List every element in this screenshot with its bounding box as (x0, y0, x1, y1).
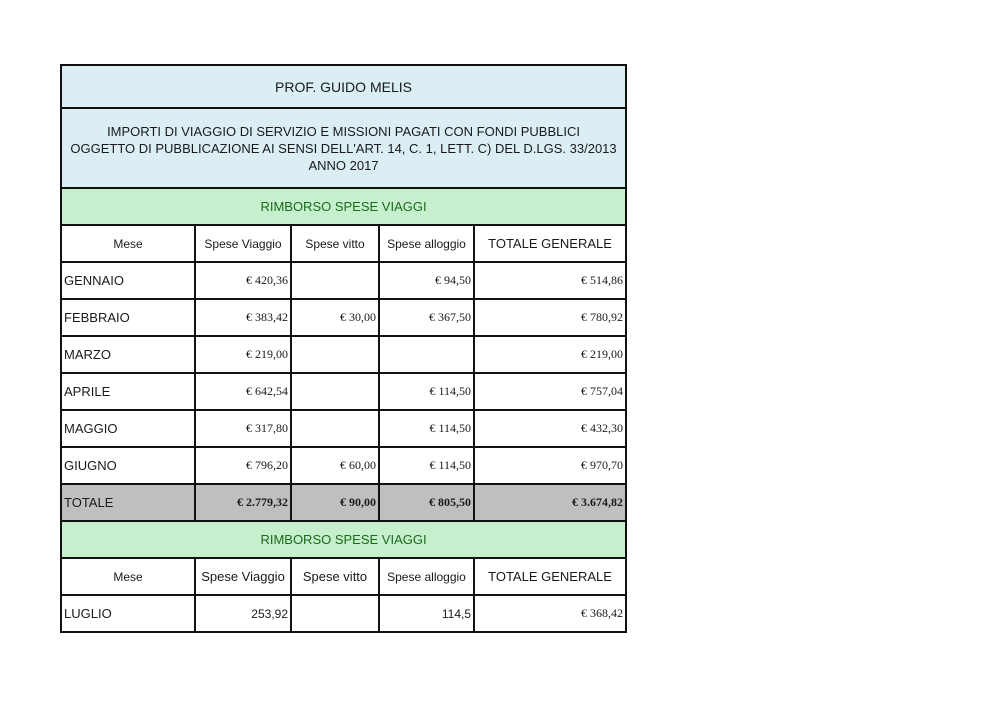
cell-mese: MARZO (61, 336, 195, 373)
cell-viaggio: € 317,80 (195, 410, 291, 447)
cell-mese: GENNAIO (61, 262, 195, 299)
cell-mese: MAGGIO (61, 410, 195, 447)
cell-vitto (291, 373, 379, 410)
table-row (61, 262, 626, 299)
cell-alloggio: 114,5 (379, 595, 474, 632)
cell-mese: APRILE (61, 373, 195, 410)
table-row (61, 373, 626, 410)
col-header-totale-generale: TOTALE GENERALE (474, 558, 626, 595)
column-header-row (61, 225, 626, 262)
total-vitto: € 90,00 (291, 484, 379, 521)
col-header-spese-alloggio: Spese alloggio (379, 225, 474, 262)
cell-totale: € 514,86 (474, 262, 626, 299)
total-alloggio: € 805,50 (379, 484, 474, 521)
cell-alloggio (379, 336, 474, 373)
col-header-spese-viaggio: Spese Viaggio (195, 225, 291, 262)
total-generale: € 3.674,82 (474, 484, 626, 521)
cell-totale: € 757,04 (474, 373, 626, 410)
cell-mese: GIUGNO (61, 447, 195, 484)
report-subtitle (61, 108, 626, 188)
total-viaggio: € 2.779,32 (195, 484, 291, 521)
cell-alloggio: € 367,50 (379, 299, 474, 336)
cell-totale: € 368,42 (474, 595, 626, 632)
cell-viaggio: € 642,54 (195, 373, 291, 410)
cell-vitto (291, 410, 379, 447)
table-row (61, 299, 626, 336)
table-row (61, 410, 626, 447)
cell-vitto (291, 336, 379, 373)
col-header-mese: Mese (61, 225, 195, 262)
report-title: PROF. GUIDO MELIS (61, 65, 626, 108)
column-header-row (61, 558, 626, 595)
subtitle-line-3: ANNO 2017 (308, 157, 379, 173)
cell-mese: LUGLIO (61, 595, 195, 632)
cell-totale: € 970,70 (474, 447, 626, 484)
cell-totale: € 432,30 (474, 410, 626, 447)
cell-alloggio: € 114,50 (379, 373, 474, 410)
cell-viaggio: € 796,20 (195, 447, 291, 484)
table-row (61, 447, 626, 484)
expense-table (60, 64, 627, 633)
cell-totale: € 219,00 (474, 336, 626, 373)
section-heading-1: RIMBORSO SPESE VIAGGI (61, 188, 626, 225)
cell-mese: FEBBRAIO (61, 299, 195, 336)
cell-viaggio: € 420,36 (195, 262, 291, 299)
cell-alloggio: € 94,50 (379, 262, 474, 299)
col-header-spese-vitto: Spese vitto (291, 558, 379, 595)
expense-report-sheet (60, 64, 625, 633)
cell-viaggio: € 219,00 (195, 336, 291, 373)
col-header-mese: Mese (61, 558, 195, 595)
subtitle-line-2: OGGETTO DI PUBBLICAZIONE AI SENSI DELL'ART. 14, C. 1, LETT. C) DEL D.LGS. 33/2013 (70, 140, 617, 156)
col-header-spese-viaggio: Spese Viaggio (195, 558, 291, 595)
section-heading-2: RIMBORSO SPESE VIAGGI (61, 521, 626, 558)
cell-alloggio: € 114,50 (379, 447, 474, 484)
cell-vitto (291, 262, 379, 299)
cell-viaggio: 253,92 (195, 595, 291, 632)
table-row (61, 336, 626, 373)
table-row (61, 595, 626, 632)
cell-alloggio: € 114,50 (379, 410, 474, 447)
cell-vitto: € 60,00 (291, 447, 379, 484)
cell-viaggio: € 383,42 (195, 299, 291, 336)
cell-totale: € 780,92 (474, 299, 626, 336)
col-header-spese-alloggio: Spese alloggio (379, 558, 474, 595)
cell-vitto (291, 595, 379, 632)
total-row (61, 484, 626, 521)
col-header-spese-vitto: Spese vitto (291, 225, 379, 262)
subtitle-line-1: IMPORTI DI VIAGGIO DI SERVIZIO E MISSIONI PAGATI CON FONDI PUBBLICI (107, 123, 580, 139)
total-label: TOTALE (61, 484, 195, 521)
col-header-totale-generale: TOTALE GENERALE (474, 225, 626, 262)
cell-vitto: € 30,00 (291, 299, 379, 336)
